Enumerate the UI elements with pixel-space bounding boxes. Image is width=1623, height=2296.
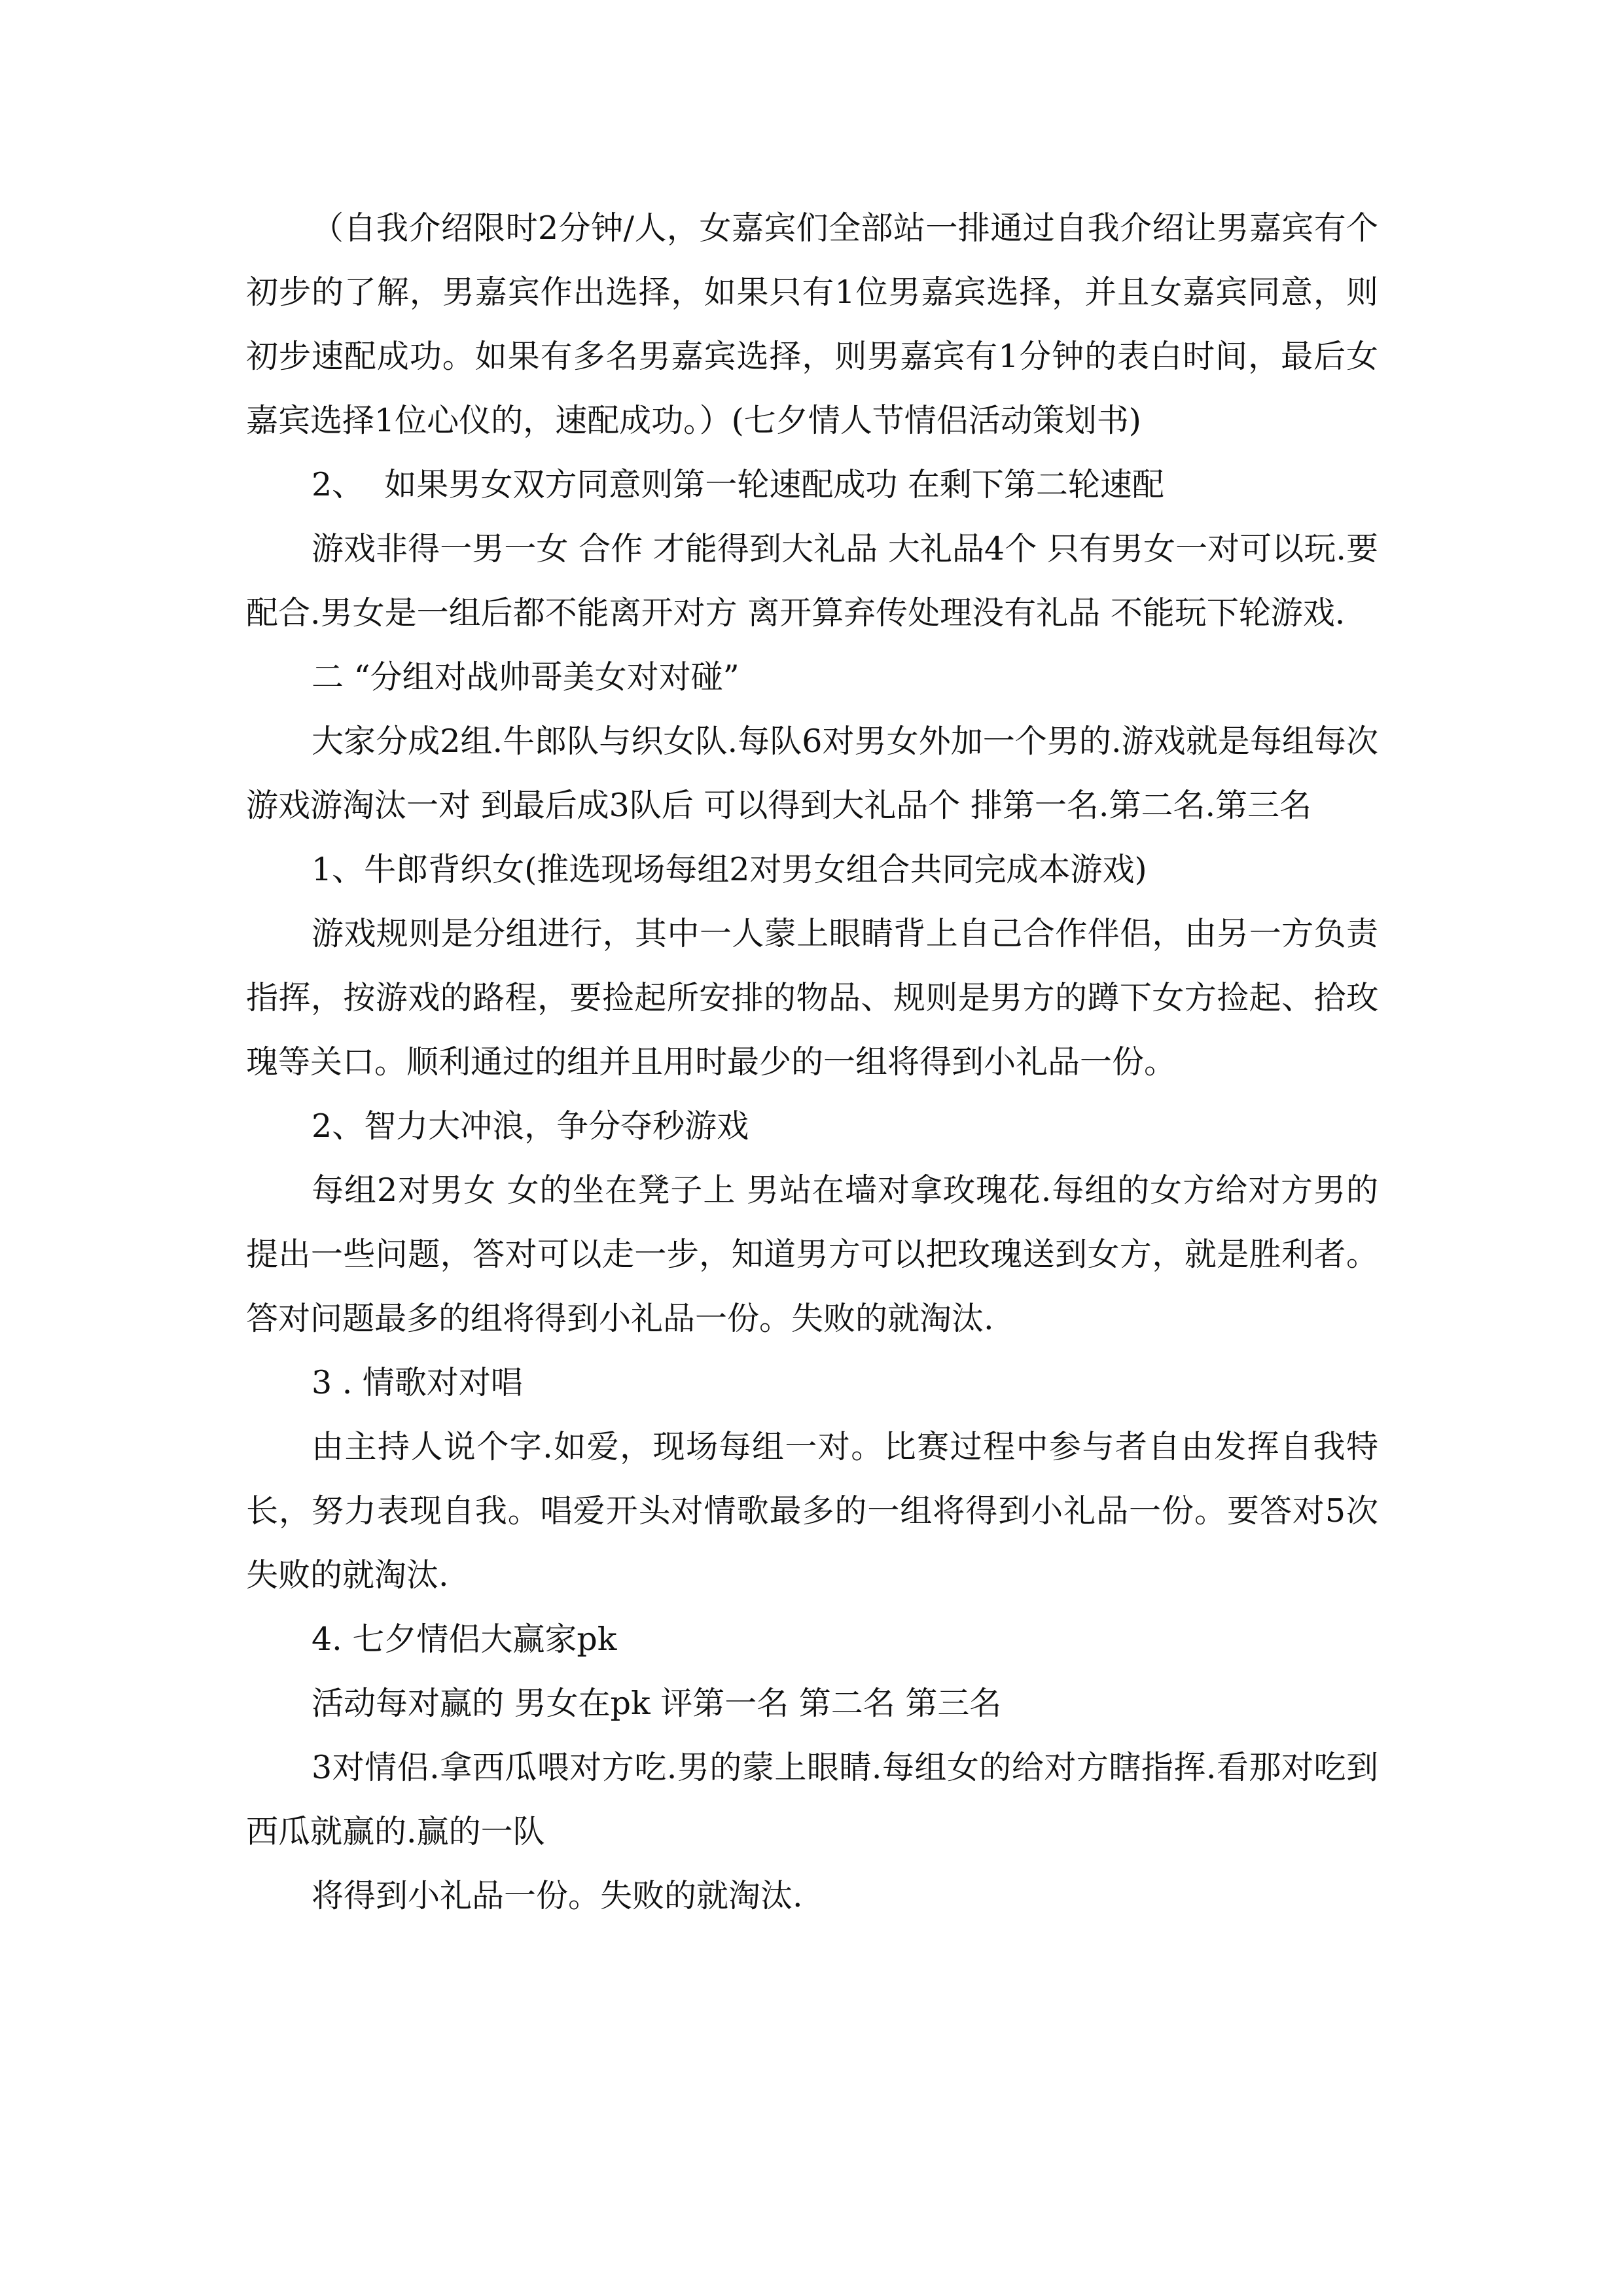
item-heading-love-songs: 3 . 情歌对对唱 — [312, 1364, 523, 1401]
paragraph-love-songs-rules: 由主持人说个字.如爱，现场每组一对。比赛过程中参与者自由发挥自我特长，努力表现自我。唱爱开头对情歌最多的一组将得到小礼品一份。要答对5次失败的就淘汰. — [246, 1428, 1378, 1594]
paragraph-self-intro-rules: （自我介绍限时2分钟/人，女嘉宾们全部站一排通过自我介绍让男嘉宾有个初步的了解，男嘉宾作出选择，如果只有1位男嘉宾选择，并且女嘉宾同意，则初步速配成功。如果有多名男嘉宾选择，则男嘉宾有1分钟的表白时间，最后女嘉宾选择1位心仪的，速配成功。）(七夕情人节情侣活动策划书) — [246, 209, 1378, 439]
paragraph-pk-ranking: 活动每对赢的 男女在pk 评第一名 第二名 第三名 — [312, 1685, 1002, 1722]
paragraph-round-two: 2、 如果男女双方同意则第一轮速配成功 在剩下第二轮速配 — [312, 466, 1164, 503]
item-heading-pk: 4. 七夕情侣大赢家pk — [312, 1621, 617, 1658]
item-heading-quiz: 2、智力大冲浪，争分夺秒游戏 — [312, 1107, 749, 1145]
paragraph-team-split: 大家分成2组.牛郎队与织女队.每队6对男女外加一个男的.游戏就是每组每次游戏游淘汰一对 到最后成3队后 可以得到大礼品个 排第一名.第二名.第三名 — [246, 723, 1378, 824]
document-body — [246, 196, 1378, 1928]
paragraph-game-rules: 游戏非得一男一女 合作 才能得到大礼品 大礼品4个 只有男女一对可以玩.要配合.男女是一组后都不能离开对方 离开算弃传处理没有礼品 不能玩下轮游戏. — [246, 530, 1378, 632]
item-heading-niulang-carry: 1、牛郎背织女(推选现场每组2对男女组合共同完成本游戏) — [312, 851, 1147, 888]
paragraph-final-prize: 将得到小礼品一份。失败的就淘汰. — [312, 1877, 803, 1914]
paragraph-watermelon-game: 3对情侣.拿西瓜喂对方吃.男的蒙上眼睛.每组女的给对方瞎指挥.看那对吃到西瓜就赢的.赢的一队 — [246, 1749, 1378, 1850]
paragraph-carry-rules: 游戏规则是分组进行，其中一人蒙上眼睛背上自己合作伴侣，由另一方负责指挥，按游戏的路程，要捡起所安排的物品、规则是男方的蹲下女方捡起、拾玫瑰等关口。顺利通过的组并且用时最少的一组将得到小礼品一份。 — [246, 915, 1378, 1081]
section-heading-group-battle: 二 “分组对战帅哥美女对对碰” — [312, 658, 740, 696]
paragraph-quiz-rules: 每组2对男女 女的坐在凳子上 男站在墙对拿玫瑰花.每组的女方给对方男的提出一些问题，答对可以走一步，知道男方可以把玫瑰送到女方，就是胜利者。答对问题最多的组将得到小礼品一份。失败的就淘汰. — [246, 1172, 1378, 1337]
